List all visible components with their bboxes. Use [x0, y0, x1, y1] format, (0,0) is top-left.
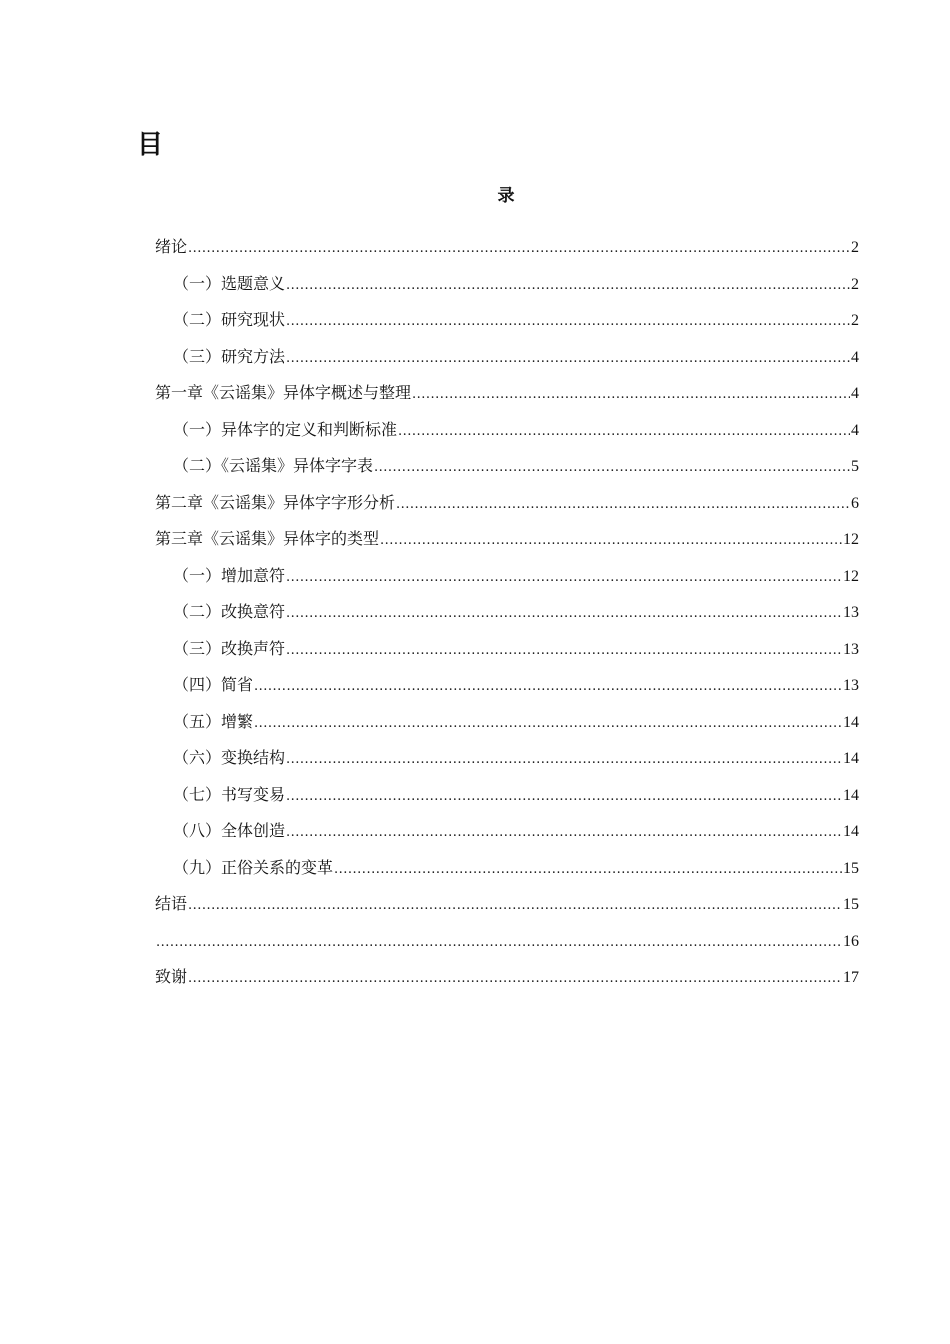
toc-entry-page: 2: [851, 275, 859, 293]
toc-entry[interactable]: [155, 236, 859, 273]
dot-leader: [286, 784, 842, 808]
toc-entry[interactable]: [155, 565, 859, 602]
toc-entry-label: 第一章《云谣集》异体字概述与整理: [155, 383, 412, 402]
toc-entry-page: 4: [851, 348, 859, 366]
table-of-contents: [155, 236, 859, 1003]
toc-entry-label: （七）书写变易: [173, 784, 286, 804]
toc-entry-page: 15: [843, 896, 859, 913]
toc-entry[interactable]: [155, 966, 859, 1003]
toc-entry[interactable]: [155, 382, 859, 419]
toc-entry-page: 14: [843, 823, 859, 840]
dot-leader: [286, 273, 850, 297]
toc-entry[interactable]: [155, 930, 859, 967]
toc-entry-page: 12: [843, 567, 859, 585]
dot-leader: [188, 236, 850, 260]
dot-leader: [188, 893, 842, 917]
toc-entry-page: 4: [851, 421, 859, 439]
dot-leader: [188, 966, 842, 990]
toc-entry[interactable]: [155, 346, 859, 383]
toc-entry-page: 2: [851, 239, 859, 256]
toc-entry[interactable]: [155, 857, 859, 894]
toc-entry-label: （一）增加意符: [173, 565, 286, 585]
toc-entry-page: 14: [843, 786, 859, 804]
toc-entry-label: 第三章《云谣集》异体字的类型: [155, 529, 380, 548]
toc-entry-label: （四）简省: [173, 675, 254, 694]
toc-entry[interactable]: [155, 638, 859, 675]
dot-leader: [156, 930, 842, 954]
toc-entry-label: （二）《云谣集》异体字字表: [173, 456, 374, 475]
dot-leader: [286, 638, 842, 662]
toc-entry-label: （三）改换声符: [173, 638, 286, 658]
toc-entry[interactable]: [155, 893, 859, 930]
toc-entry-label: （八）全体创造: [173, 821, 286, 840]
toc-entry-page: 13: [843, 677, 859, 694]
toc-entry[interactable]: [155, 492, 859, 529]
toc-entry-page: 16: [843, 932, 859, 950]
toc-entry-label: 绪论: [155, 237, 188, 256]
toc-entry-label: （二）研究现状: [173, 310, 286, 329]
toc-entry-page: 5: [851, 458, 859, 475]
toc-entry-label: （二）改换意符: [173, 602, 286, 621]
toc-entry-page: 14: [843, 750, 859, 767]
toc-entry-label: （六）变换结构: [173, 748, 286, 767]
dot-leader: [398, 419, 850, 443]
toc-heading-part2: 录: [497, 186, 515, 206]
dot-leader: [396, 492, 850, 516]
dot-leader: [254, 711, 842, 735]
toc-entry-label: （九）正俗关系的变革: [173, 857, 334, 877]
dot-leader: [286, 747, 842, 771]
toc-entry-page: 6: [851, 494, 859, 512]
toc-entry-page: 13: [843, 604, 859, 621]
toc-entry[interactable]: [155, 820, 859, 857]
toc-entry[interactable]: [155, 674, 859, 711]
toc-entry[interactable]: [155, 273, 859, 310]
toc-entry[interactable]: [155, 601, 859, 638]
dot-leader: [286, 601, 842, 625]
dot-leader: [286, 820, 842, 844]
toc-entry-page: 2: [851, 312, 859, 329]
toc-entry-label: （一）选题意义: [173, 273, 286, 293]
toc-entry-label: （五）增繁: [173, 711, 254, 731]
toc-entry-page: 12: [843, 531, 859, 548]
toc-entry-label: 第二章《云谣集》异体字字形分析: [155, 492, 396, 512]
toc-entry-page: 4: [851, 385, 859, 402]
toc-entry-label: （三）研究方法: [173, 346, 286, 366]
toc-heading-part1: 目: [137, 130, 164, 160]
dot-leader: [412, 382, 850, 406]
dot-leader: [254, 674, 842, 698]
toc-entry-label: 结语: [155, 894, 188, 913]
dot-leader: [286, 346, 850, 370]
toc-entry-label: 致谢: [155, 967, 188, 986]
toc-entry-page: 17: [843, 969, 859, 986]
toc-entry[interactable]: [155, 711, 859, 748]
dot-leader: [286, 309, 850, 333]
toc-entry[interactable]: [155, 528, 859, 565]
toc-entry[interactable]: [155, 419, 859, 456]
dot-leader: [380, 528, 842, 552]
toc-entry-page: 15: [843, 859, 859, 877]
toc-entry-page: 14: [843, 713, 859, 731]
toc-entry[interactable]: [155, 455, 859, 492]
dot-leader: [286, 565, 842, 589]
dot-leader: [374, 455, 850, 479]
toc-entry-page: 13: [843, 640, 859, 658]
toc-entry[interactable]: [155, 784, 859, 821]
toc-entry-label: （一）异体字的定义和判断标准: [173, 419, 398, 439]
toc-entry[interactable]: [155, 747, 859, 784]
toc-entry[interactable]: [155, 309, 859, 346]
dot-leader: [334, 857, 842, 881]
